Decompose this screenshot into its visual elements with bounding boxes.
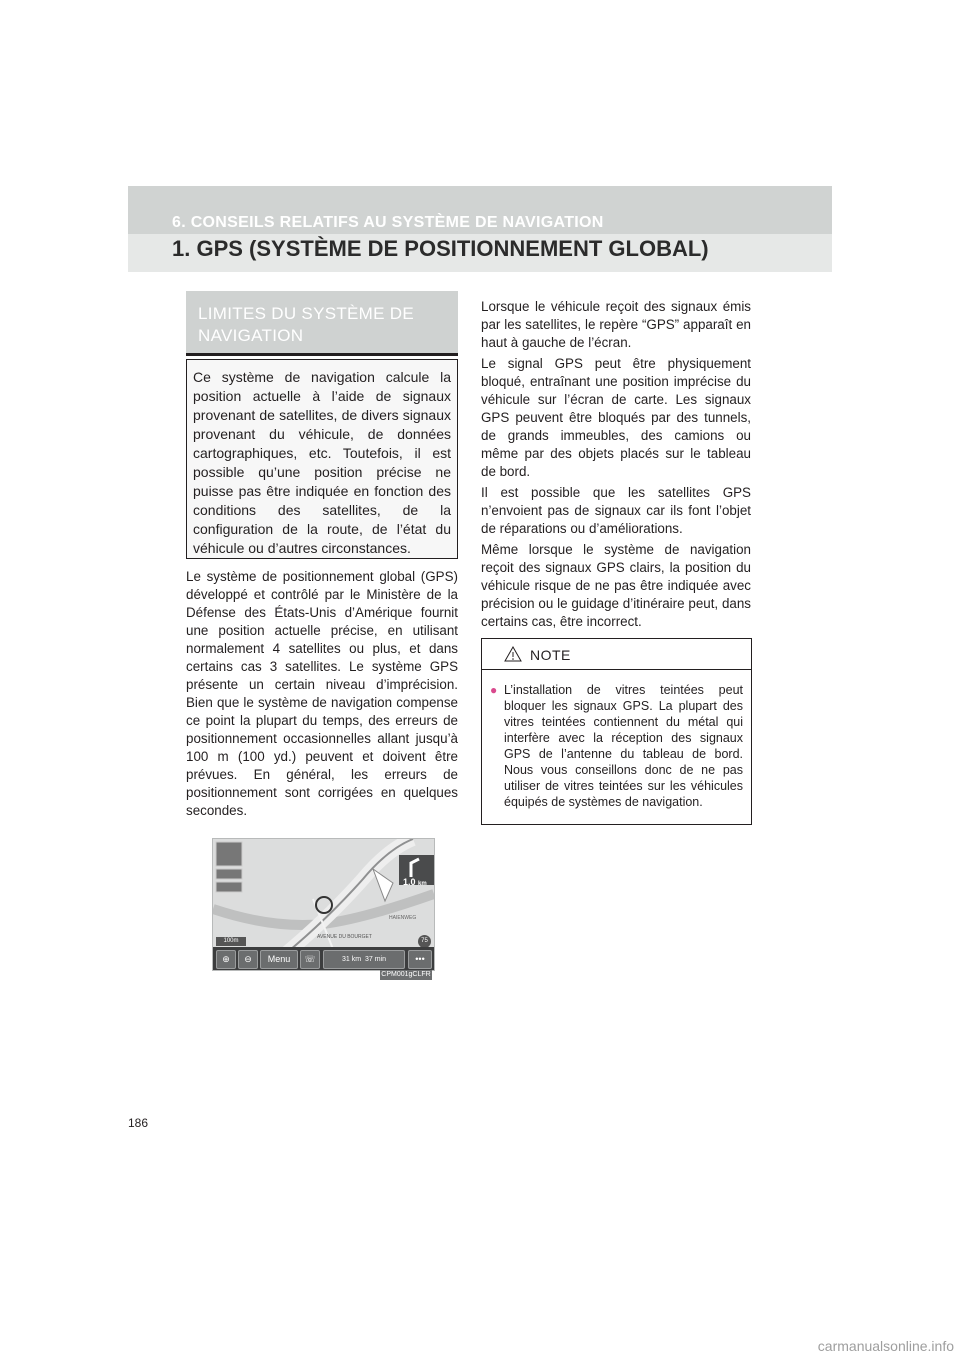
- note-body: [490, 682, 743, 810]
- limits-heading-line2: NAVIGATION: [198, 326, 304, 345]
- zoom-in-button[interactable]: ⊕: [216, 950, 236, 969]
- right-paragraph-3: Il est possible que les satellites GPS n’envoient pas de signaux car ils font l’objet de réparations ou d’améliorations.: [481, 485, 751, 536]
- limits-body: Ce système de navigation calcule la position actuelle à l’aide de signaux provenant de satellites, de divers signaux provenant du véhicule, de données cartographiques, etc. Toutefois, il est possible qu’une position précise ne puisse pas être indiquée en fonction des conditions des satellites, de la configuration de la route, de l’état du véhicule ou d’autres circonstances.: [193, 369, 451, 556]
- limits-heading-line1: LIMITES DU SYSTÈME DE: [198, 304, 415, 323]
- zoom-out-button[interactable]: ⊖: [238, 950, 258, 969]
- limits-heading-box: [186, 291, 458, 356]
- limits-body-box: [186, 359, 458, 559]
- voice-icon[interactable]: ☏: [300, 950, 320, 969]
- image-code: CPM001gCLFR: [381, 971, 431, 978]
- place-label: HAIENWEG: [389, 915, 417, 921]
- street-label: AVENUE DU BOURGET: [317, 934, 372, 940]
- bullet-icon: ●: [490, 683, 498, 697]
- title-bar: [128, 234, 832, 272]
- section-label: 6. CONSEILS RELATIFS AU SYSTÈME DE NAVIGATION: [172, 214, 604, 231]
- route-info-button[interactable]: 31 km 37 min: [323, 950, 405, 969]
- note-title: NOTE: [530, 647, 571, 663]
- page-number: 186: [128, 1116, 149, 1130]
- note-box: [481, 638, 752, 825]
- turn-distance: 1.0 km: [403, 877, 427, 887]
- route-badge: 75: [418, 935, 431, 948]
- page-title: 1. GPS (SYSTÈME DE POSITIONNEMENT GLOBAL): [172, 236, 709, 261]
- page-header: [128, 186, 832, 272]
- warning-triangle-icon: [504, 646, 522, 662]
- navigation-map-screenshot: [212, 838, 435, 971]
- right-column: [481, 298, 751, 634]
- map-toolbar: [213, 947, 434, 970]
- scale-indicator: 100m: [216, 937, 246, 946]
- note-header: [482, 639, 751, 670]
- watermark: carmanualsonline.info: [817, 1338, 954, 1354]
- note-text: L’installation de vitres teintées peut bloquer les signaux GPS. La plupart des vitres teintées contiennent du métal qui interfère avec la réception des signaux GPS de l’antenne du tableau de bord. Nous vous conseillons donc de ne pas utiliser de vitres teintées sur les véhicules équipés de systèmes de navigation.: [504, 683, 743, 809]
- more-options-button[interactable]: •••: [408, 950, 432, 969]
- right-paragraph-1: Lorsque le véhicule reçoit des signaux émis par les satellites, le repère “GPS” apparaît en haut à gauche de l’écran.: [481, 299, 751, 350]
- gps-paragraph: Le système de positionnement global (GPS) développé et contrôlé par le Ministère de la Défense des États-Unis d’Amérique fournit une position actuelle précise, en utilisant normalement 4 satellites ou plus, et dans certains cas 3 satellites. Le système GPS présente un certain niveau d’imprécision. Bien que le système de navigation compense ce point la plupart du temps, des erreurs de positionnement occasionnelles allant jusqu’à 100 m (100 yd.) peuvent et doivent être prévues. En général, les erreurs de positionnement sont corrigées en quelques secondes.: [186, 569, 458, 818]
- limits-heading: [198, 303, 414, 347]
- right-paragraph-2: Le signal GPS peut être physiquement bloqué, entraînant une position imprécise du véhicule sur l’écran de carte. Les signaux GPS peuvent être bloqués par des tunnels, de grands immeubles, des camions ou même par des objets placés sur le tableau de bord.: [481, 356, 751, 479]
- left-column: [186, 568, 458, 823]
- menu-button[interactable]: Menu: [260, 950, 298, 969]
- right-paragraph-4: Même lorsque le système de navigation reçoit des signaux GPS clairs, la position du véhicule risque de ne pas être indiquée avec précision ou le guidage d’itinéraire peut, dans certains cas, être incorrect.: [481, 542, 751, 629]
